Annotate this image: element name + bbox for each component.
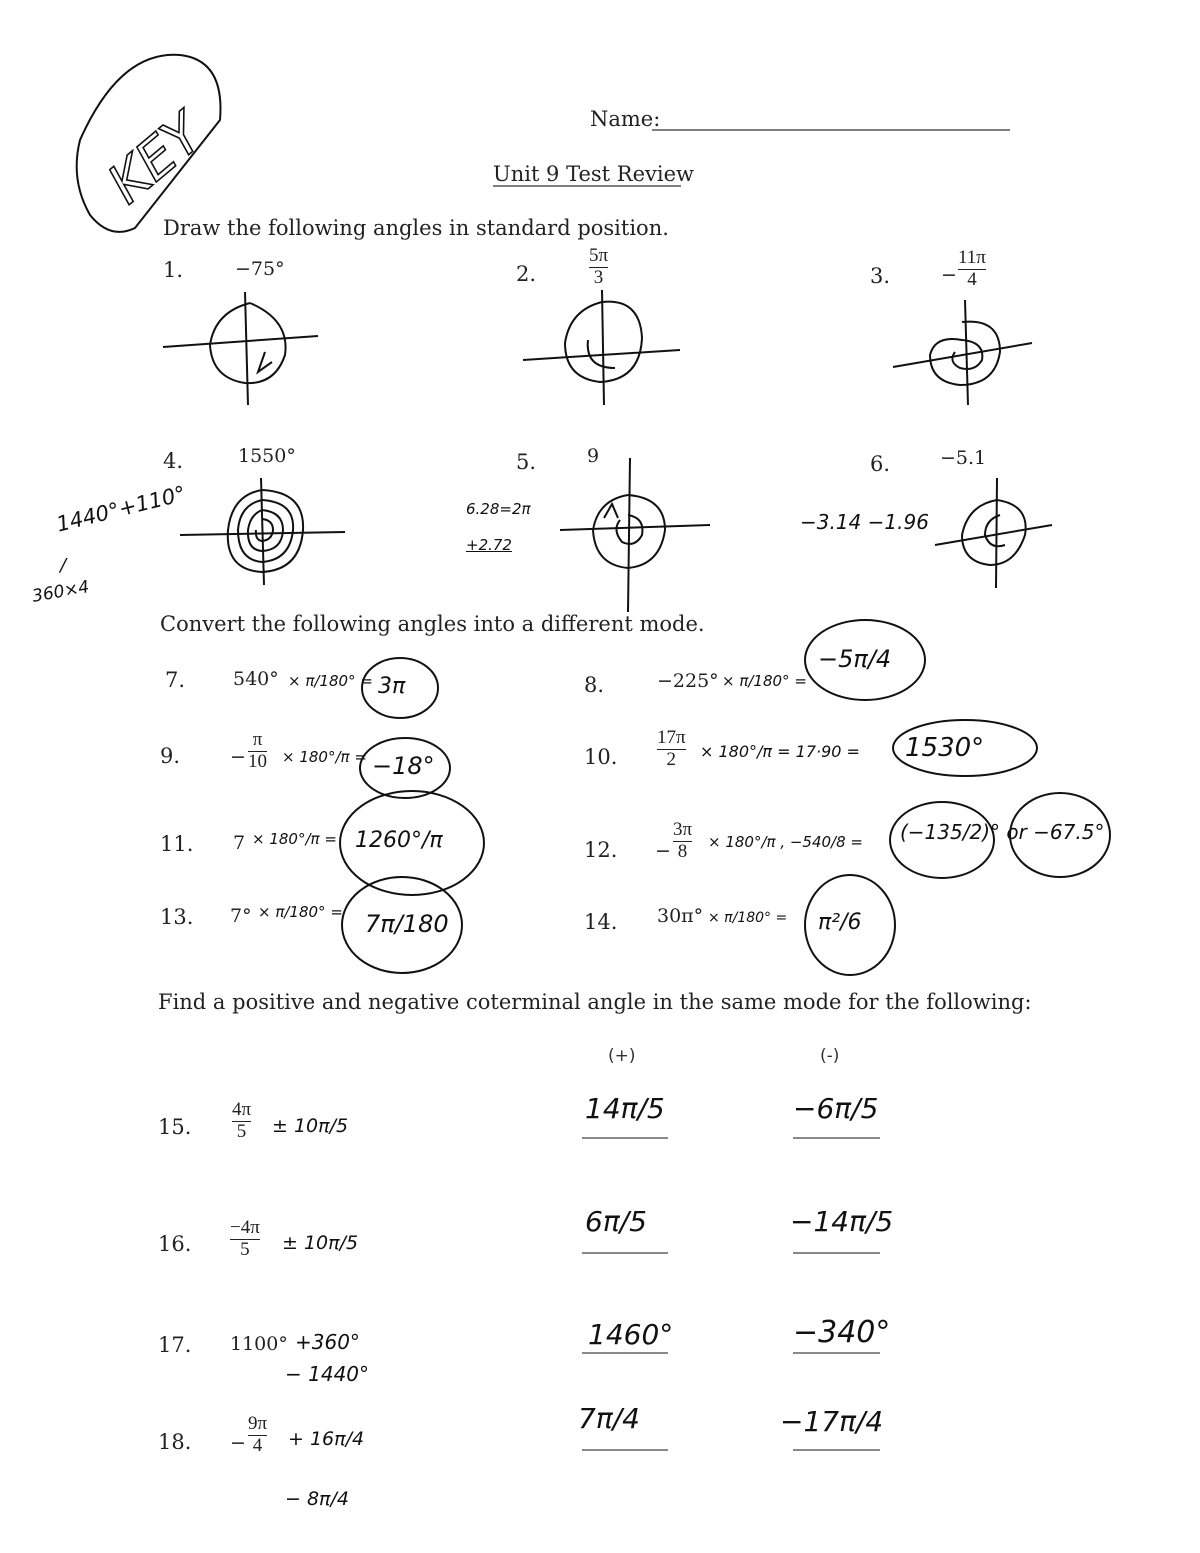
name-label: Name:: [590, 107, 661, 131]
item-18-bottom: 4: [252, 1434, 263, 1456]
item-8-answer: −5π/4: [818, 645, 892, 673]
item-12-work: × 180°/π , −540/8 =: [708, 833, 863, 851]
item-18-positive: 7π/4: [578, 1402, 640, 1435]
angle-diagram-3: [930, 322, 1000, 385]
item-5-work-2: +2.72: [466, 536, 512, 554]
angle-diagram-5: [593, 495, 665, 568]
item-16-bottom: 5: [240, 1238, 250, 1260]
column-positive-label: (+): [608, 1046, 636, 1066]
item-8-work: × π/180° =: [722, 672, 807, 690]
item-12-fraction: [673, 820, 692, 863]
item-15-fraction: [232, 1100, 251, 1143]
item-14-num: 14.: [584, 910, 618, 934]
item-2-top: 5π: [589, 245, 609, 266]
item-15-num: 15.: [158, 1115, 192, 1139]
item-7-given: 540°: [233, 668, 279, 690]
item-6-angle: −5.1: [940, 447, 987, 469]
item-15-top: 4π: [232, 1099, 252, 1120]
item-17-num: 17.: [158, 1333, 192, 1357]
item-9-work: × 180°/π =: [282, 748, 367, 766]
item-18-sign: −: [230, 1432, 246, 1454]
section3-instruction: Find a positive and negative coterminal angle in the same mode for the following:: [158, 990, 1032, 1014]
item-8-given: −225°: [657, 670, 719, 692]
item-14-answer: π²/6: [818, 910, 862, 935]
item-1-angle: −75°: [235, 258, 285, 280]
item-9-top: π: [252, 729, 263, 750]
item-4-num: 4.: [163, 449, 184, 473]
item-7-num: 7.: [165, 668, 186, 692]
item-14-work: × π/180° =: [708, 910, 788, 926]
item-10-work: × 180°/π = 17·90 =: [700, 742, 860, 761]
item-18-work: + 16π/4: [288, 1428, 365, 1450]
item-2-fraction: [589, 246, 608, 289]
item-3-fraction: [958, 248, 986, 291]
item-15-negative: −6π/5: [793, 1092, 879, 1125]
item-9-answer: −18°: [372, 752, 435, 780]
item-11-given: 7: [233, 832, 246, 854]
item-10-num: 10.: [584, 745, 618, 769]
angle-diagram-6: [962, 500, 1026, 565]
item-13-num: 13.: [160, 905, 194, 929]
item-13-given: 7°: [230, 905, 252, 927]
item-17-given: 1100°: [230, 1333, 288, 1355]
item-16-positive: 6π/5: [585, 1205, 647, 1238]
item-1-num: 1.: [163, 258, 184, 282]
item-10-top: 17π: [657, 727, 686, 748]
item-17-positive: 1460°: [588, 1318, 674, 1351]
item-4-work-1: 1440°+110°: [54, 481, 189, 537]
item-12-sign: −: [655, 840, 671, 862]
item-8-num: 8.: [584, 673, 605, 697]
item-4-work-3: 360×4: [30, 577, 91, 607]
item-7-answer: 3π: [378, 674, 406, 699]
item-14-given: 30π°: [657, 905, 704, 927]
item-11-num: 11.: [160, 832, 194, 856]
item-4-angle: 1550°: [238, 445, 296, 467]
item-17-work: +360°: [295, 1330, 360, 1354]
item-9-sign: −: [230, 746, 246, 768]
item-4-work-2: /: [60, 555, 67, 576]
item-18-fraction: [248, 1414, 267, 1457]
item-16-num: 16.: [158, 1232, 192, 1256]
item-18-num: 18.: [158, 1430, 192, 1454]
item-2-bottom: 3: [593, 266, 604, 288]
item-16-work: ± 10π/5: [282, 1232, 359, 1254]
item-13-work: × π/180° =: [258, 903, 343, 921]
item-13-answer: 7π/180: [365, 910, 449, 938]
item-9-fraction: [248, 730, 267, 773]
key-stamp: KEY: [95, 101, 215, 216]
item-16-negative: −14π/5: [790, 1205, 894, 1238]
angle-diagram-2: [565, 302, 642, 382]
item-12-bottom: 8: [677, 840, 688, 862]
angle-diagram-4: [228, 490, 303, 572]
item-17-negative: −340°: [793, 1315, 891, 1350]
column-negative-label: (-): [820, 1046, 840, 1066]
item-5-work-1: 6.28=2π: [466, 500, 531, 518]
item-10-answer: 1530°: [905, 733, 985, 763]
item-3-sign: −: [941, 264, 957, 286]
item-7-work: × π/180° =: [288, 672, 373, 690]
item-6-work: −3.14 −1.96: [800, 510, 929, 534]
item-18-negative: −17π/4: [780, 1405, 884, 1438]
item-11-answer: 1260°/π: [355, 828, 443, 853]
item-10-fraction: [657, 728, 686, 771]
item-15-positive: 14π/5: [585, 1092, 665, 1125]
item-2-num: 2.: [516, 262, 537, 286]
item-10-bottom: 2: [666, 748, 677, 770]
key-stamp-outline: [77, 55, 221, 232]
item-12-num: 12.: [584, 838, 618, 862]
item-6-num: 6.: [870, 452, 891, 476]
page-title: Unit 9 Test Review: [493, 162, 695, 186]
item-9-bottom: 10: [248, 750, 267, 772]
section2-instruction: Convert the following angles into a different mode.: [160, 612, 705, 636]
item-5-num: 5.: [516, 450, 537, 474]
item-5-angle: 9: [587, 445, 600, 467]
item-18-top: 9π: [248, 1413, 268, 1434]
item-12-answer: (−135/2)° or −67.5°: [900, 820, 1105, 844]
section1-instruction: Draw the following angles in standard position.: [163, 216, 669, 240]
item-17-work-2: − 1440°: [285, 1362, 370, 1386]
angle-diagram-1: [210, 303, 286, 383]
item-9-num: 9.: [160, 744, 181, 768]
item-15-bottom: 5: [236, 1120, 247, 1142]
item-11-work: × 180°/π =: [252, 830, 337, 848]
item-15-work: ± 10π/5: [272, 1115, 349, 1137]
item-3-bottom: 4: [967, 268, 977, 290]
item-3-num: 3.: [870, 264, 891, 288]
item-16-top: −4π: [230, 1217, 260, 1238]
item-12-top: 3π: [673, 819, 693, 840]
item-18-work-2: − 8π/4: [285, 1488, 349, 1510]
item-3-top: 11π: [958, 247, 986, 268]
item-16-fraction: [230, 1218, 260, 1261]
